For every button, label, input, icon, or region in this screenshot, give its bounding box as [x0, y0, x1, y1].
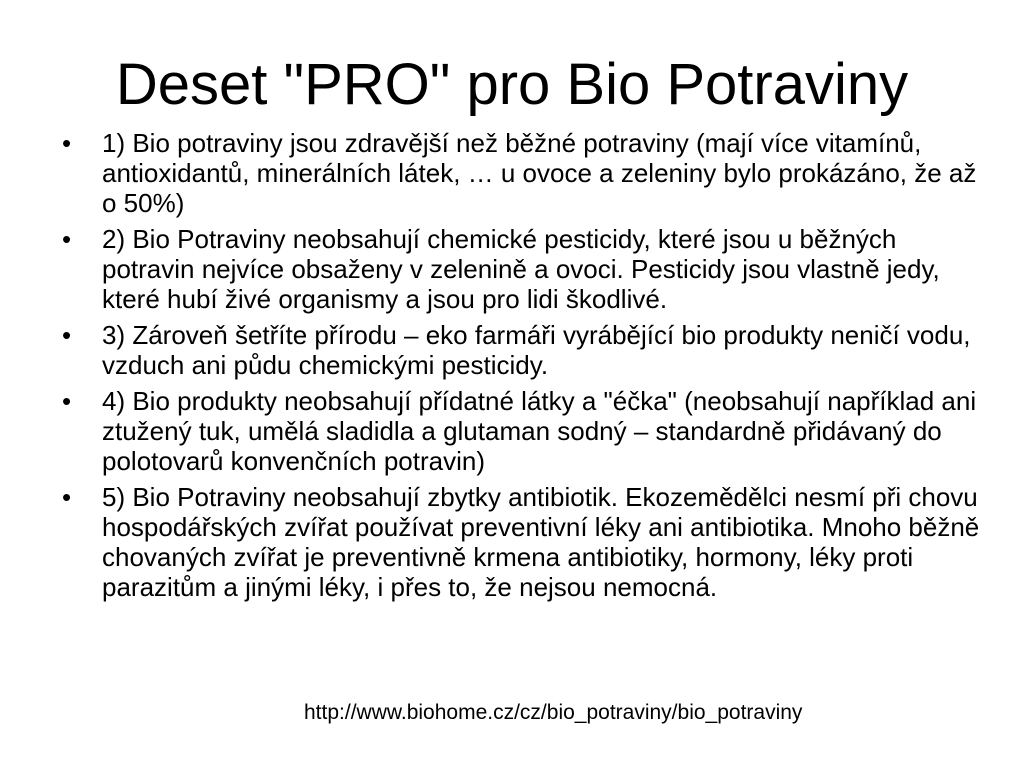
bullet-icon: • — [62, 386, 72, 416]
bullet-icon: • — [62, 224, 72, 254]
list-item — [62, 128, 992, 218]
bullet-text: 5) Bio Potraviny neobsahují zbytky antibiotik. Ekozemědělci nesmí při chovu hospodářských zvířat používat preventivní léky ani antibiotika. Mnoho běžně chovaných zvířat je preventivně krmena antibiotiky, hormony, léky proti parazitům a jinými léky, i přes to, že nejsou nemocná. — [102, 482, 980, 602]
bullet-text: 3) Zároveň šetříte přírodu – eko farmáři vyrábějící bio produkty neničí vodu, vzduch ani půdu chemickými pesticidy. — [102, 320, 971, 380]
list-item — [62, 386, 992, 476]
source-link[interactable]: http://www.biohome.cz/cz/bio_potraviny/bio_potraviny — [304, 701, 803, 724]
list-item — [62, 320, 992, 380]
slide-title: Deset "PRO" pro Bio Potraviny — [115, 52, 909, 117]
bullet-icon: • — [62, 128, 72, 158]
list-item — [62, 224, 992, 314]
bullet-icon: • — [62, 320, 72, 350]
bullet-text: 4) Bio produkty neobsahují přídatné látky a "éčka" (neobsahují například ani ztužený tuk, umělá sladidla a glutaman sodný – standardně přidávaný do polotovarů konvenčních potravin) — [102, 386, 977, 476]
bullet-text: 1) Bio potraviny jsou zdravější než běžné potraviny (mají více vitamínů, antioxidantů, minerálních látek, … u ovoce a zeleniny bylo prokázáno, že až o 50%) — [102, 128, 977, 218]
bullet-icon: • — [62, 482, 72, 512]
list-item — [62, 482, 992, 602]
bullet-text: 2) Bio Potraviny neobsahují chemické pesticidy, které jsou u běžných potravin nejvíce obsaženy v zelenině a ovoci. Pesticidy jsou vlastně jedy, které hubí živé organismy a jsou pro lidi škodlivé. — [102, 224, 940, 314]
bullet-list — [62, 128, 992, 608]
